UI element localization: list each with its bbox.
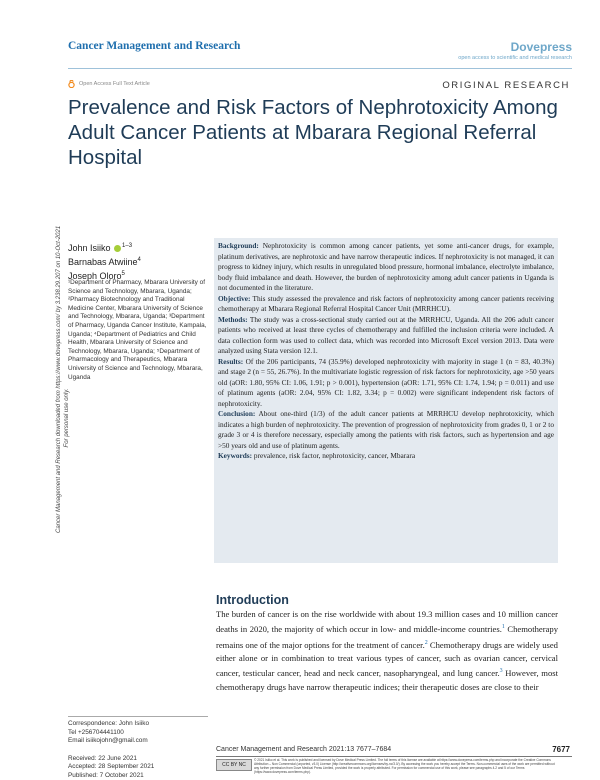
introduction-heading: Introduction [216, 593, 289, 607]
affiliation-text: ¹Department of Pharmacy, Mbarara University of Science and Technology, Mbarara, Uganda; ²Pharmacy Biotechnology and Traditional Medicine Center, Mbarara University of Science and Technology, Mbarara, Uganda; ³Department of Pharmacy, Uganda Cancer Institute, Kampala, Uganda; ⁴Department of Pediatrics and Child Health, Mbarara University of Science and Technology, Mbarara, Uganda; ⁵Department of Pharmacology and Therapeutics, Mbarara University of Science and Technology, Mbarara, Uganda [68, 279, 207, 381]
orcid-icon[interactable] [114, 245, 121, 252]
side-note-line-2: For personal use only. [64, 388, 70, 448]
author-list [68, 240, 141, 282]
date-published: Published: 7 October 2021 [68, 771, 144, 779]
results-text: Of the 206 participants, 74 (35.9%) developed nephrotoxicity with majority in stage 1 (n = 83, 40.3%) and stage 2 (n = 55, 26.7%). In the multivariate logistic regression of risk factors for nephrotoxicity, age >50 years old (aOR: 1.80, 95% CI: 1.06, 1.91; p > 0.001), hypertension (aOR: 1.71, 95% CI: 1.74, 1.94; p = 0.011) and use of platinum agents (aOR: 2.04, 95% CI: 1.82, 3.34; p = 0.002) were significant independent risk factors of nephrotoxicity. [218, 356, 555, 408]
author-name: Joseph Oloro [68, 271, 122, 281]
date-accepted: Accepted: 28 September 2021 [68, 763, 155, 771]
side-note-line-1: Cancer Management and Research downloaded from https://www.dovepress.com/ by 3.238.29.207 on 10-Oct-2021 [56, 225, 62, 533]
correspondence-tel: Tel +256704441100 [68, 728, 124, 736]
open-access-icon [68, 80, 75, 88]
citation-link[interactable]: 2 [424, 639, 428, 646]
article-dates [68, 755, 154, 780]
intro-text-1: The burden of cancer is on the rise worldwide with about 19.3 million cases and 10 million cancer deaths in 2020, the majority of which occur in low- and middle-income countries. [216, 609, 558, 635]
abstract-text [218, 241, 554, 462]
license-text: © 2021 Isiiko et al. This work is published and licensed by Dove Medical Press Limited. The full terms of this license are available at https://www.dovepress.com/terms.php and incorporate the Creative Commons Attribution – Non Commercial (unported, v3.0) License (http://creativecommons.org/licenses/by-nc/3.0/). By accessing the work you hereby accept the Terms. Non-commercial uses of the work are permitted without any further permission from Dove Medical Press Limited, provided the work is properly attributed. For permission for commercial use of this work, please see paragraphs 4.2 and 5 of our Terms (https://www.dovepress.com/terms.php). [254, 758, 555, 774]
introduction-text [216, 608, 558, 694]
author-name: John Isiiko [68, 243, 111, 253]
intro-text-3: Chemotherapy drugs are widely used either alone or in combination to treat various types of cancer, such as ovarian cancer, cervical cancer, testicular cancer, head and neck cancer, nasopharyngeal, and lung cancer. [216, 639, 558, 679]
background-label: Background: [218, 241, 259, 250]
citation-link[interactable]: 3 [499, 668, 503, 675]
intro-text-4: However, most chemotherapy drugs have narrow therapeutic indices; their therapeutic doses are close to their [216, 668, 558, 692]
correspondence-name: Correspondence: John Isiiko [68, 720, 149, 727]
journal-name: Cancer Management and Research [68, 40, 241, 52]
citation-link[interactable]: 1 [501, 624, 505, 631]
publisher-tagline: open access to scientific and medical research [458, 55, 572, 61]
author-affil-sup: 5 [121, 271, 125, 277]
footer-citation: Cancer Management and Research 2021:13 7677–7684 [216, 746, 392, 753]
objective-label: Objective: [218, 293, 251, 303]
conclusion-label: Conclusion: [218, 409, 256, 418]
author-affil-sup: 4 [137, 257, 141, 263]
footer-divider [216, 756, 572, 757]
correspondence-email[interactable]: Email isiikojohn@gmail.com [68, 737, 148, 745]
correspondence-divider [68, 716, 208, 717]
author-2 [68, 254, 141, 268]
intro-text-2: Chemotherapy remains one of the major options for the treatment of cancer. [216, 624, 558, 650]
author-name: Barnabas Atwiine [68, 257, 138, 267]
correspondence [68, 720, 149, 746]
open-access-label: Open Access Full Text Article [79, 81, 150, 87]
methods-text: The study was a cross-sectional study carried out at the MRRHCU, Uganda. All the 206 adult cancer patients who received at least three cycles of chemotherapy and fulfilled the inclusion criteria were included. A data collection form was used to collect data, which was recorded into Microsoft Excel version 2013. Data were analyzed using Stata version 12.1. [218, 314, 554, 355]
affiliations [68, 279, 208, 382]
objective-text: This study assessed the prevalence and risk factors of nephrotoxicity among cancer patients receiving chemotherapy at Mbarara Regional Referral Hospital Cancer Unit (MRRHCU). [218, 293, 555, 313]
article-title: Prevalence and Risk Factors of Nephrotoxicity Among Adult Cancer Patients at Mbarara Regional Referral Hospital [68, 96, 558, 169]
results-label: Results: [218, 356, 244, 366]
author-1 [68, 240, 141, 254]
keywords-text: prevalence, risk factor, nephrotoxicity, cancer, Mbarara [253, 451, 416, 460]
article-type: ORIGINAL RESEARCH [442, 80, 570, 91]
header-divider [68, 68, 572, 69]
conclusion-text: About one-third (1/3) of the adult cancer patients at MRRHCU develop nephrotoxicity, which indicates a high burden of nephrotoxicity. The prevention of progression of nephrotoxicity from grades 0, 1 or 2 to grade 3 or 4 is therefore necessary, especially among the patients with risk factors, such as hypertension and age >50 years old and use of platinum agents. [218, 409, 554, 450]
methods-label: Methods: [218, 314, 248, 324]
publisher-logo: Dovepress [510, 40, 572, 54]
keywords-label: Keywords: [218, 451, 253, 460]
background-text: Nephrotoxicity is common among cancer patients, yet some anti-cancer drugs, for example, platinum derivatives, are nephrotoxic and have narrow therapeutic indices. If nephrotoxicity is not managed, it can progress to kidney injury, which results in unregulated blood pressure, hormonal imbalance, electrolyte imbalance, body fluid imbalance and death. However, the burden of nephrotoxicity among adult cancer patients in Uganda is not documented in the literature. [218, 241, 554, 292]
cc-license-badge-icon[interactable]: CC BY NC [216, 759, 252, 771]
open-access-row [68, 80, 150, 88]
page-number: 7677 [552, 745, 570, 754]
author-affil-sup: 1–3 [122, 243, 133, 249]
date-received: Received: 22 June 2021 [68, 755, 137, 762]
